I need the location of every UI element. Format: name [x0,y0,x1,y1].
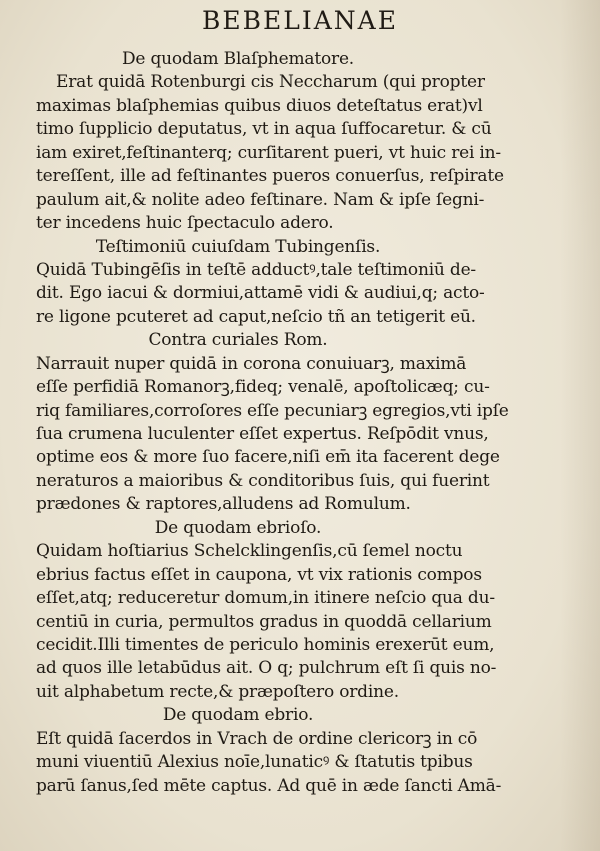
text-line: uit alphabetum recte,& præpoſtero ordine. [36,681,399,702]
page-edge-shadow [560,0,600,851]
text-line: ſua crumena luculenter eſſet expertus. Reſpōdit vnus, [36,424,489,444]
text-line: ter incedens huic ſpectaculo adero. [36,213,334,234]
text-line: Quidā Tubingēſis in teſtē adductꝰ,tale teſtimoniū de- [36,259,476,280]
section-heading: Contra curiales Rom. [148,330,328,351]
text-line: re ligone pcuteret ad caput,neſcio tñ an tetigerit eū. [36,306,476,327]
text-line: timo ſupplicio deputatus, vt in aqua ſuffocaretur. & cū [36,119,492,140]
text-line: iam exiret,feſtinanterq; curſitarent pueri, vt huic rei in- [36,142,501,163]
text-line: paulum ait,& nolite adeo feſtinare. Nam & ipſe ſegni- [36,189,485,210]
text-line: Erat quidā Rotenburgi cis Neccharum (qui propter [56,72,485,93]
text-line: cecidit.Illi timentes de periculo hominis erexerūt eum, [36,634,495,655]
text-line: eſſe perfidiā Romanorꝫ,fideq; venalē, apoſtolicæq; cu- [36,377,490,398]
text-line: ad quos ille letabūdus ait. O q; pulchrum eſt ſi quis no- [36,658,497,679]
text-line: eſſet,atq; reduceretur domum,in itinere neſcio qua du- [36,588,495,609]
section-heading: De quodam ebrioſo. [154,517,322,538]
section-heading: Teſtimoniū cuiuſdam Tubingenſis. [95,236,381,257]
text-line: optime eos & more ſuo facere,niſi em̄ ita facerent dege [36,447,500,468]
text-line: riq familiares,corroſores eſſe pecuniarꝫ egregios,vti ipſe [36,400,509,421]
text-line: Narrauit nuper quidā in corona conuiuarꝫ, maximā [36,353,467,374]
text-line: ebrius factus eſſet in caupona, vt vix rationis compos [36,564,482,585]
text-line: Quidam hoſtiarius Schelcklingenſis,cū ſemel noctu [36,541,463,562]
running-head: BEBELIANAE [202,6,398,35]
text-line: tereſſent, ille ad feſtinantes pueros conuerſus, reſpirate [36,166,504,187]
text-line: centiū in curia, permultos gradus in quoddā cellarium [36,611,492,632]
text-line: maximas blaſphemias quibus diuos deteſtatus erat)vl [36,95,483,116]
section-heading: De quodam Blaſphematore. [121,49,355,69]
text-block [8,48,509,798]
text-line: prædones & raptores,alludens ad Romulum. [36,494,411,515]
text-line: parū ſanus,ſed mēte captus. Ad quē in æde ſancti Amā- [36,775,502,796]
text-line: muni viuentiū Alexius noīe,lunaticꝰ & ſtatutis tpibus [36,752,473,773]
text-line: neraturos a maioribus & conditoribus ſuis, qui fuerint [36,470,490,491]
text-line: Eſt quidā ſacerdos in Vrach de ordine clericorꝫ in cō [36,728,478,749]
text-line: dit. Ego iacui & dormiui,attamē vidi & audiui,q; acto- [36,283,485,304]
section-heading: De quodam ebrio. [162,705,314,726]
